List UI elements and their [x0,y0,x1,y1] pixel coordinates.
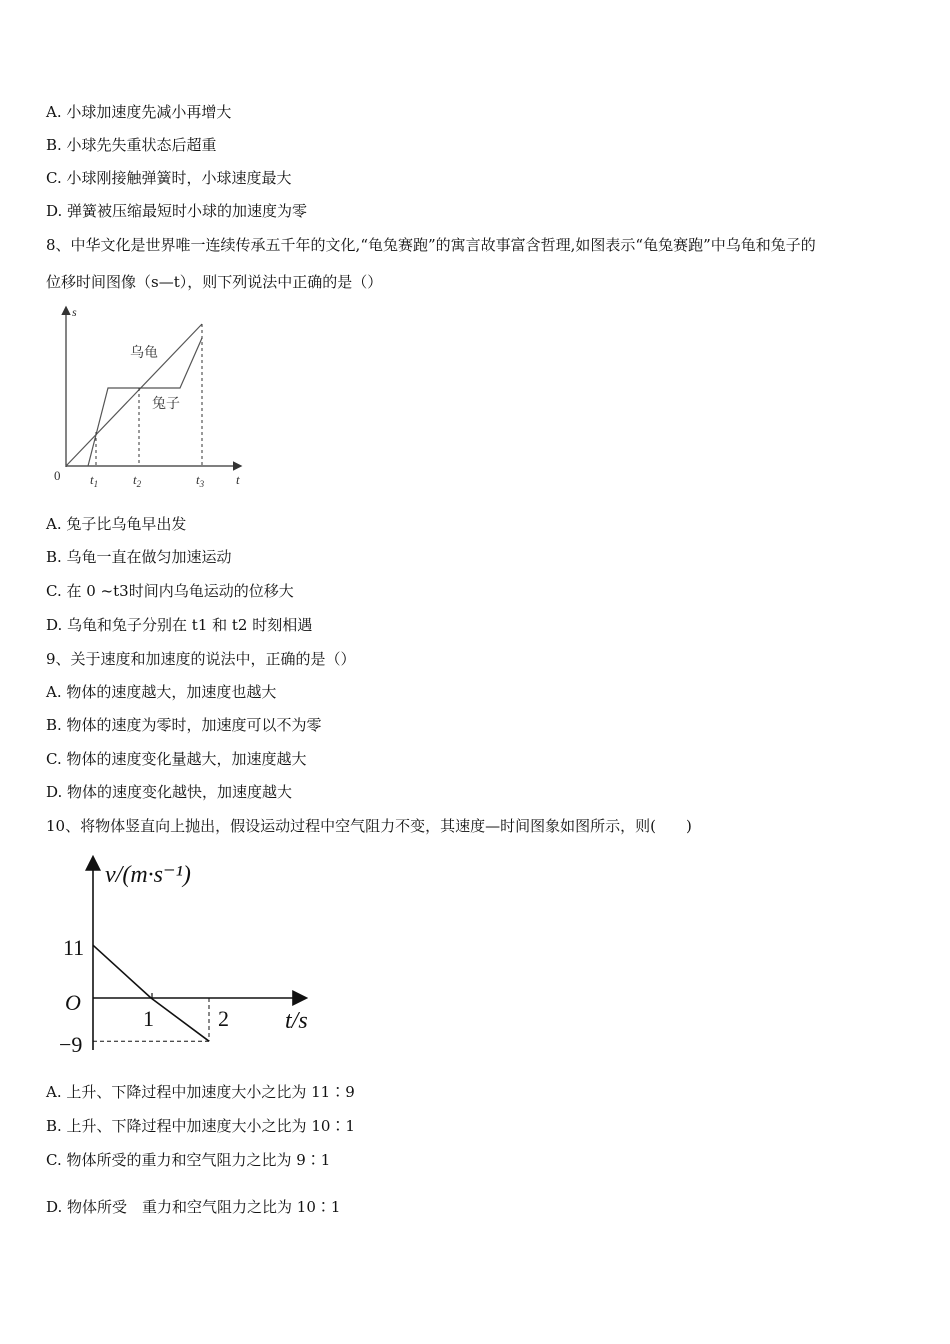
q8-rabbit-label: 兔子 [152,397,180,412]
q8-option-a: A. 兔子比乌龟早出发 [46,515,187,533]
q10-option-b: B. 上升、下降过程中加速度大小之比为 10∶1 [46,1117,355,1135]
q10-x-tick-2: 2 [218,1006,229,1031]
q8-t2-label: $t_2$ [133,472,142,489]
q8-origin-label: 0 [54,468,61,483]
q10-stem: 10、将物体竖直向上抛出，假设运动过程中空气阻力不变，其速度—时间图象如图所示，则( ) [46,817,692,835]
q8-t3-label: $t_3$ [196,472,205,489]
q8-option-b: B. 乌龟一直在做匀加速运动 [46,548,232,566]
q7-option-c: C. 小球刚接触弹簧时，小球速度最大 [46,169,292,187]
q9-stem: 9、关于速度和加速度的说法中，正确的是（） [46,650,356,668]
q10-origin-label: O [65,990,81,1015]
q10-option-a: A. 上升、下降过程中加速度大小之比为 11∶9 [46,1083,355,1101]
q10-x-label: t/s [285,1008,308,1034]
q8-option-c: C. 在 0 ~t3时间内乌龟运动的位移大 [46,582,294,600]
q8-stem-line2: 位移时间图像（s—t），则下列说法中正确的是（） [46,273,383,291]
q10-x-tick-1: 1 [143,1006,154,1031]
q8-option-d: D. 乌龟和兔子分别在 t1 和 t2 时刻相遇 [46,616,313,634]
q10-y-tick-11: 11 [63,935,85,960]
q10-option-c: C. 物体所受的重力和空气阻力之比为 9∶1 [46,1151,331,1169]
q10-y-tick-minus9: −9 [59,1032,83,1057]
q7-option-d: D. 弹簧被压缩最短时小球的加速度为零 [46,202,308,220]
q10-y-label: v/(m·s⁻¹) [105,862,191,888]
q8-tortoise-label: 乌龟 [130,346,158,361]
q9-option-d: D. 物体的速度变化越快，加速度越大 [46,783,293,801]
q9-option-a: A. 物体的速度越大，加速度也越大 [46,683,277,701]
q10-option-d: D. 物体所受 重力和空气阻力之比为 10∶1 [46,1198,341,1216]
q10-vt-graph [55,850,325,1065]
q9-option-c: C. 物体的速度变化量越大，加速度越大 [46,750,307,768]
q7-option-b: B. 小球先失重状态后超重 [46,136,217,154]
q9-option-b: B. 物体的速度为零时，加速度可以不为零 [46,716,322,734]
q8-stem-line1: 8、中华文化是世界唯一连续传承五千年的文化,“龟兔赛跑”的寓言故事富含哲理,如图表示“龟兔赛跑”中乌龟和兔子的 [46,236,816,254]
q8-st-graph [50,300,250,495]
q8-y-axis-label: s [72,305,77,319]
q8-x-axis-label: t [236,472,240,487]
q7-option-a: A. 小球加速度先减小再增大 [46,103,232,121]
q8-t1-label: $t_1$ [90,472,99,489]
